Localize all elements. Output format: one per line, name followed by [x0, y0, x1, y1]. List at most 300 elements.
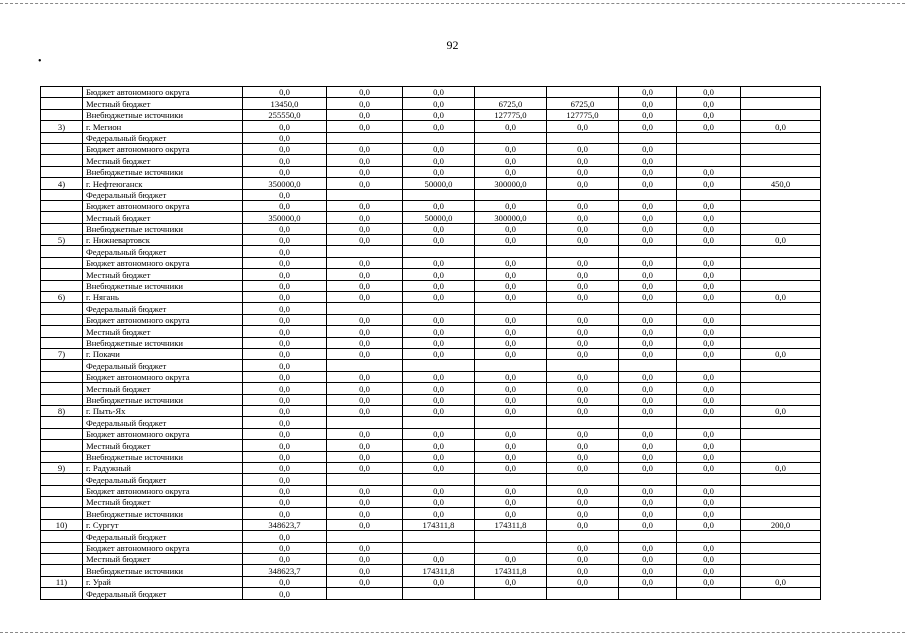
value-cell: 0,0 — [619, 178, 677, 189]
value-cell: 0,0 — [403, 269, 475, 280]
value-cell: 0,0 — [547, 166, 619, 177]
value-cell: 0,0 — [677, 405, 741, 416]
value-cell: 0,0 — [475, 485, 547, 496]
value-cell: 0,0 — [475, 292, 547, 303]
value-cell: 0,0 — [403, 314, 475, 325]
value-cell: 0,0 — [327, 200, 403, 211]
row-name-cell: Местный бюджет — [83, 497, 243, 508]
value-cell — [741, 565, 821, 576]
value-cell: 0,0 — [403, 508, 475, 519]
row-number-cell — [41, 371, 83, 382]
value-cell — [741, 303, 821, 314]
value-cell: 0,0 — [403, 485, 475, 496]
value-cell — [741, 280, 821, 291]
value-cell: 0,0 — [403, 462, 475, 473]
value-cell — [547, 588, 619, 599]
table-row — [41, 132, 821, 143]
value-cell: 0,0 — [619, 212, 677, 223]
value-cell: 0,0 — [619, 519, 677, 530]
value-cell: 0,0 — [619, 428, 677, 439]
row-number-cell: 3) — [41, 121, 83, 132]
value-cell: 0,0 — [327, 143, 403, 154]
row-number-cell — [41, 474, 83, 485]
value-cell: 350000,0 — [243, 212, 327, 223]
row-number-cell — [41, 303, 83, 314]
row-number-cell — [41, 542, 83, 553]
value-cell — [475, 474, 547, 485]
value-cell: 0,0 — [475, 462, 547, 473]
bullet-mark: • — [38, 56, 42, 67]
value-cell: 0,0 — [677, 292, 741, 303]
row-name-cell: Бюджет автономного округа — [83, 87, 243, 98]
value-cell: 0,0 — [243, 428, 327, 439]
table-row — [41, 235, 821, 246]
table-row — [41, 166, 821, 177]
value-cell: 348623,7 — [243, 565, 327, 576]
value-cell — [547, 246, 619, 257]
table-row — [41, 485, 821, 496]
value-cell: 0,0 — [547, 565, 619, 576]
value-cell — [403, 189, 475, 200]
row-name-cell: г. Нягань — [83, 292, 243, 303]
value-cell: 0,0 — [243, 531, 327, 542]
value-cell: 200,0 — [741, 519, 821, 530]
table-row — [41, 576, 821, 587]
value-cell: 0,0 — [677, 121, 741, 132]
row-number-cell — [41, 440, 83, 451]
value-cell — [741, 189, 821, 200]
value-cell — [741, 200, 821, 211]
value-cell: 0,0 — [403, 257, 475, 268]
row-name-cell: Местный бюджет — [83, 440, 243, 451]
value-cell: 0,0 — [243, 451, 327, 462]
value-cell: 0,0 — [403, 109, 475, 120]
table-row — [41, 246, 821, 257]
table-row — [41, 280, 821, 291]
row-name-cell: Внебюджетные источники — [83, 109, 243, 120]
row-number-cell — [41, 155, 83, 166]
table-row — [41, 405, 821, 416]
value-cell: 0,0 — [619, 576, 677, 587]
row-number-cell: 5) — [41, 235, 83, 246]
value-cell: 0,0 — [327, 565, 403, 576]
row-number-cell — [41, 87, 83, 98]
value-cell: 0,0 — [547, 212, 619, 223]
row-number-cell — [41, 360, 83, 371]
row-name-cell: Федеральный бюджет — [83, 417, 243, 428]
row-name-cell: Местный бюджет — [83, 383, 243, 394]
value-cell: 0,0 — [547, 554, 619, 565]
row-number-cell — [41, 554, 83, 565]
value-cell: 0,0 — [547, 223, 619, 234]
row-name-cell: Федеральный бюджет — [83, 189, 243, 200]
value-cell: 0,0 — [547, 337, 619, 348]
table-row — [41, 371, 821, 382]
value-cell: 0,0 — [677, 223, 741, 234]
value-cell — [619, 531, 677, 542]
value-cell: 0,0 — [243, 542, 327, 553]
value-cell: 0,0 — [243, 246, 327, 257]
value-cell: 0,0 — [403, 337, 475, 348]
value-cell: 0,0 — [243, 497, 327, 508]
value-cell: 0,0 — [619, 269, 677, 280]
value-cell — [741, 451, 821, 462]
value-cell — [403, 474, 475, 485]
value-cell — [677, 189, 741, 200]
value-cell: 0,0 — [243, 462, 327, 473]
value-cell: 0,0 — [677, 428, 741, 439]
value-cell: 0,0 — [243, 337, 327, 348]
table-row — [41, 337, 821, 348]
value-cell: 0,0 — [475, 440, 547, 451]
value-cell: 300000,0 — [475, 178, 547, 189]
value-cell: 0,0 — [619, 292, 677, 303]
row-name-cell: Внебюджетные источники — [83, 280, 243, 291]
value-cell: 0,0 — [403, 143, 475, 154]
value-cell: 0,0 — [547, 257, 619, 268]
table-row — [41, 474, 821, 485]
value-cell: 0,0 — [677, 371, 741, 382]
table-row — [41, 98, 821, 109]
value-cell: 0,0 — [547, 280, 619, 291]
value-cell: 127775,0 — [475, 109, 547, 120]
value-cell: 0,0 — [547, 348, 619, 359]
row-name-cell: Бюджет автономного округа — [83, 257, 243, 268]
value-cell: 0,0 — [547, 519, 619, 530]
value-cell: 0,0 — [677, 348, 741, 359]
value-cell: 0,0 — [327, 269, 403, 280]
row-number-cell — [41, 257, 83, 268]
value-cell: 0,0 — [243, 189, 327, 200]
value-cell: 0,0 — [677, 451, 741, 462]
value-cell: 0,0 — [677, 519, 741, 530]
table-row — [41, 451, 821, 462]
value-cell: 0,0 — [475, 428, 547, 439]
value-cell: 0,0 — [677, 497, 741, 508]
value-cell: 0,0 — [475, 200, 547, 211]
scan-bottom-edge — [0, 632, 905, 633]
value-cell — [403, 132, 475, 143]
table-row — [41, 143, 821, 154]
value-cell: 0,0 — [619, 143, 677, 154]
table-row — [41, 360, 821, 371]
value-cell: 0,0 — [327, 109, 403, 120]
value-cell — [619, 132, 677, 143]
value-cell: 0,0 — [243, 155, 327, 166]
value-cell: 0,0 — [327, 326, 403, 337]
value-cell: 0,0 — [741, 405, 821, 416]
row-name-cell: Бюджет автономного округа — [83, 428, 243, 439]
row-number-cell — [41, 531, 83, 542]
value-cell: 255550,0 — [243, 109, 327, 120]
row-name-cell: Местный бюджет — [83, 212, 243, 223]
value-cell: 0,0 — [327, 155, 403, 166]
value-cell — [619, 303, 677, 314]
row-name-cell: Внебюджетные источники — [83, 451, 243, 462]
value-cell: 0,0 — [619, 155, 677, 166]
value-cell: 0,0 — [327, 497, 403, 508]
value-cell — [547, 531, 619, 542]
row-number-cell — [41, 394, 83, 405]
value-cell: 0,0 — [547, 405, 619, 416]
value-cell: 0,0 — [243, 417, 327, 428]
table-row — [41, 519, 821, 530]
value-cell — [547, 189, 619, 200]
value-cell: 0,0 — [619, 98, 677, 109]
table-row — [41, 178, 821, 189]
row-number-cell: 4) — [41, 178, 83, 189]
value-cell — [741, 417, 821, 428]
value-cell: 0,0 — [741, 576, 821, 587]
table-row — [41, 565, 821, 576]
row-number-cell — [41, 485, 83, 496]
value-cell — [741, 440, 821, 451]
value-cell: 0,0 — [327, 394, 403, 405]
value-cell — [741, 497, 821, 508]
value-cell — [741, 326, 821, 337]
value-cell: 0,0 — [547, 576, 619, 587]
value-cell: 0,0 — [243, 326, 327, 337]
value-cell — [741, 98, 821, 109]
value-cell: 0,0 — [403, 98, 475, 109]
value-cell — [741, 132, 821, 143]
value-cell: 0,0 — [475, 269, 547, 280]
value-cell: 174311,8 — [475, 565, 547, 576]
value-cell — [327, 588, 403, 599]
value-cell — [547, 303, 619, 314]
value-cell: 0,0 — [403, 166, 475, 177]
table-row — [41, 257, 821, 268]
table-row — [41, 155, 821, 166]
value-cell: 0,0 — [547, 394, 619, 405]
value-cell: 0,0 — [475, 337, 547, 348]
value-cell: 348623,7 — [243, 519, 327, 530]
value-cell: 0,0 — [619, 508, 677, 519]
value-cell: 0,0 — [243, 314, 327, 325]
value-cell: 0,0 — [403, 87, 475, 98]
value-cell: 0,0 — [327, 223, 403, 234]
value-cell — [741, 428, 821, 439]
row-number-cell — [41, 166, 83, 177]
value-cell: 0,0 — [327, 98, 403, 109]
value-cell: 0,0 — [475, 166, 547, 177]
value-cell: 0,0 — [327, 314, 403, 325]
value-cell: 0,0 — [677, 394, 741, 405]
table-row — [41, 554, 821, 565]
value-cell — [741, 109, 821, 120]
value-cell: 0,0 — [327, 462, 403, 473]
value-cell: 0,0 — [619, 462, 677, 473]
value-cell: 0,0 — [677, 554, 741, 565]
row-name-cell: Местный бюджет — [83, 326, 243, 337]
table-row — [41, 428, 821, 439]
value-cell: 0,0 — [619, 394, 677, 405]
value-cell: 0,0 — [619, 257, 677, 268]
row-name-cell: Местный бюджет — [83, 155, 243, 166]
value-cell: 0,0 — [475, 554, 547, 565]
row-number-cell — [41, 200, 83, 211]
value-cell — [475, 360, 547, 371]
row-name-cell: г. Пыть-Ях — [83, 405, 243, 416]
table-row — [41, 531, 821, 542]
value-cell — [327, 303, 403, 314]
value-cell: 0,0 — [243, 440, 327, 451]
value-cell — [619, 417, 677, 428]
value-cell: 0,0 — [677, 178, 741, 189]
value-cell — [327, 360, 403, 371]
value-cell: 0,0 — [475, 326, 547, 337]
value-cell: 0,0 — [547, 485, 619, 496]
row-name-cell: г. Нефтеюганск — [83, 178, 243, 189]
page-number: 92 — [446, 38, 459, 52]
value-cell — [475, 189, 547, 200]
value-cell — [327, 531, 403, 542]
value-cell: 127775,0 — [547, 109, 619, 120]
table-row — [41, 314, 821, 325]
value-cell: 450,0 — [741, 178, 821, 189]
value-cell — [741, 542, 821, 553]
value-cell: 0,0 — [327, 371, 403, 382]
value-cell: 0,0 — [403, 280, 475, 291]
table-row — [41, 542, 821, 553]
value-cell — [677, 132, 741, 143]
table-row — [41, 326, 821, 337]
row-name-cell: Федеральный бюджет — [83, 360, 243, 371]
value-cell: 0,0 — [475, 235, 547, 246]
value-cell: 0,0 — [475, 155, 547, 166]
row-number-cell: 6) — [41, 292, 83, 303]
value-cell — [677, 474, 741, 485]
value-cell: 0,0 — [327, 348, 403, 359]
value-cell — [677, 531, 741, 542]
value-cell: 0,0 — [243, 280, 327, 291]
value-cell: 0,0 — [475, 314, 547, 325]
value-cell — [547, 360, 619, 371]
value-cell: 0,0 — [243, 223, 327, 234]
value-cell: 0,0 — [403, 200, 475, 211]
value-cell: 0,0 — [547, 178, 619, 189]
value-cell: 0,0 — [403, 394, 475, 405]
value-cell: 0,0 — [619, 348, 677, 359]
value-cell — [741, 371, 821, 382]
value-cell — [677, 588, 741, 599]
table-row — [41, 87, 821, 98]
value-cell: 0,0 — [403, 223, 475, 234]
row-name-cell: Местный бюджет — [83, 554, 243, 565]
value-cell: 0,0 — [619, 565, 677, 576]
value-cell: 0,0 — [619, 87, 677, 98]
value-cell: 0,0 — [475, 223, 547, 234]
value-cell: 174311,8 — [403, 519, 475, 530]
value-cell: 0,0 — [677, 257, 741, 268]
value-cell: 0,0 — [243, 554, 327, 565]
value-cell: 0,0 — [243, 269, 327, 280]
value-cell: 0,0 — [619, 235, 677, 246]
value-cell — [327, 474, 403, 485]
row-number-cell — [41, 143, 83, 154]
value-cell: 0,0 — [619, 109, 677, 120]
value-cell: 0,0 — [327, 440, 403, 451]
value-cell — [741, 223, 821, 234]
value-cell: 0,0 — [327, 519, 403, 530]
value-cell — [475, 303, 547, 314]
row-name-cell: Федеральный бюджет — [83, 474, 243, 485]
value-cell: 0,0 — [547, 155, 619, 166]
value-cell: 0,0 — [243, 121, 327, 132]
value-cell: 0,0 — [547, 314, 619, 325]
value-cell: 0,0 — [327, 166, 403, 177]
scan-top-edge — [0, 3, 905, 4]
table-row — [41, 497, 821, 508]
row-name-cell: Федеральный бюджет — [83, 303, 243, 314]
value-cell: 0,0 — [547, 462, 619, 473]
value-cell — [677, 417, 741, 428]
value-cell: 0,0 — [243, 394, 327, 405]
value-cell — [403, 542, 475, 553]
value-cell — [403, 246, 475, 257]
value-cell: 0,0 — [677, 280, 741, 291]
value-cell: 0,0 — [547, 292, 619, 303]
value-cell: 174311,8 — [475, 519, 547, 530]
value-cell — [741, 212, 821, 223]
value-cell: 0,0 — [243, 383, 327, 394]
row-number-cell — [41, 189, 83, 200]
row-name-cell: г. Урай — [83, 576, 243, 587]
value-cell: 0,0 — [619, 451, 677, 462]
row-number-cell — [41, 98, 83, 109]
value-cell — [677, 360, 741, 371]
value-cell — [619, 360, 677, 371]
value-cell: 0,0 — [327, 121, 403, 132]
value-cell — [475, 246, 547, 257]
value-cell: 0,0 — [677, 337, 741, 348]
value-cell: 0,0 — [547, 326, 619, 337]
row-name-cell: Федеральный бюджет — [83, 588, 243, 599]
table-row — [41, 508, 821, 519]
value-cell — [475, 132, 547, 143]
value-cell: 0,0 — [327, 451, 403, 462]
value-cell: 0,0 — [741, 292, 821, 303]
value-cell: 6725,0 — [475, 98, 547, 109]
row-number-cell — [41, 246, 83, 257]
table-row — [41, 109, 821, 120]
row-number-cell — [41, 212, 83, 223]
row-number-cell — [41, 383, 83, 394]
value-cell — [547, 132, 619, 143]
value-cell: 0,0 — [547, 371, 619, 382]
value-cell: 0,0 — [547, 508, 619, 519]
value-cell: 0,0 — [243, 371, 327, 382]
table-row — [41, 223, 821, 234]
row-number-cell — [41, 508, 83, 519]
value-cell: 0,0 — [547, 143, 619, 154]
value-cell: 0,0 — [475, 497, 547, 508]
value-cell: 0,0 — [403, 235, 475, 246]
row-name-cell: Федеральный бюджет — [83, 246, 243, 257]
value-cell: 0,0 — [327, 576, 403, 587]
value-cell: 0,0 — [327, 508, 403, 519]
row-number-cell — [41, 132, 83, 143]
value-cell — [619, 588, 677, 599]
value-cell: 0,0 — [619, 166, 677, 177]
value-cell: 0,0 — [619, 121, 677, 132]
row-name-cell: Местный бюджет — [83, 98, 243, 109]
value-cell: 0,0 — [619, 280, 677, 291]
table-row — [41, 269, 821, 280]
value-cell — [741, 337, 821, 348]
value-cell: 0,0 — [243, 360, 327, 371]
value-cell: 0,0 — [403, 371, 475, 382]
